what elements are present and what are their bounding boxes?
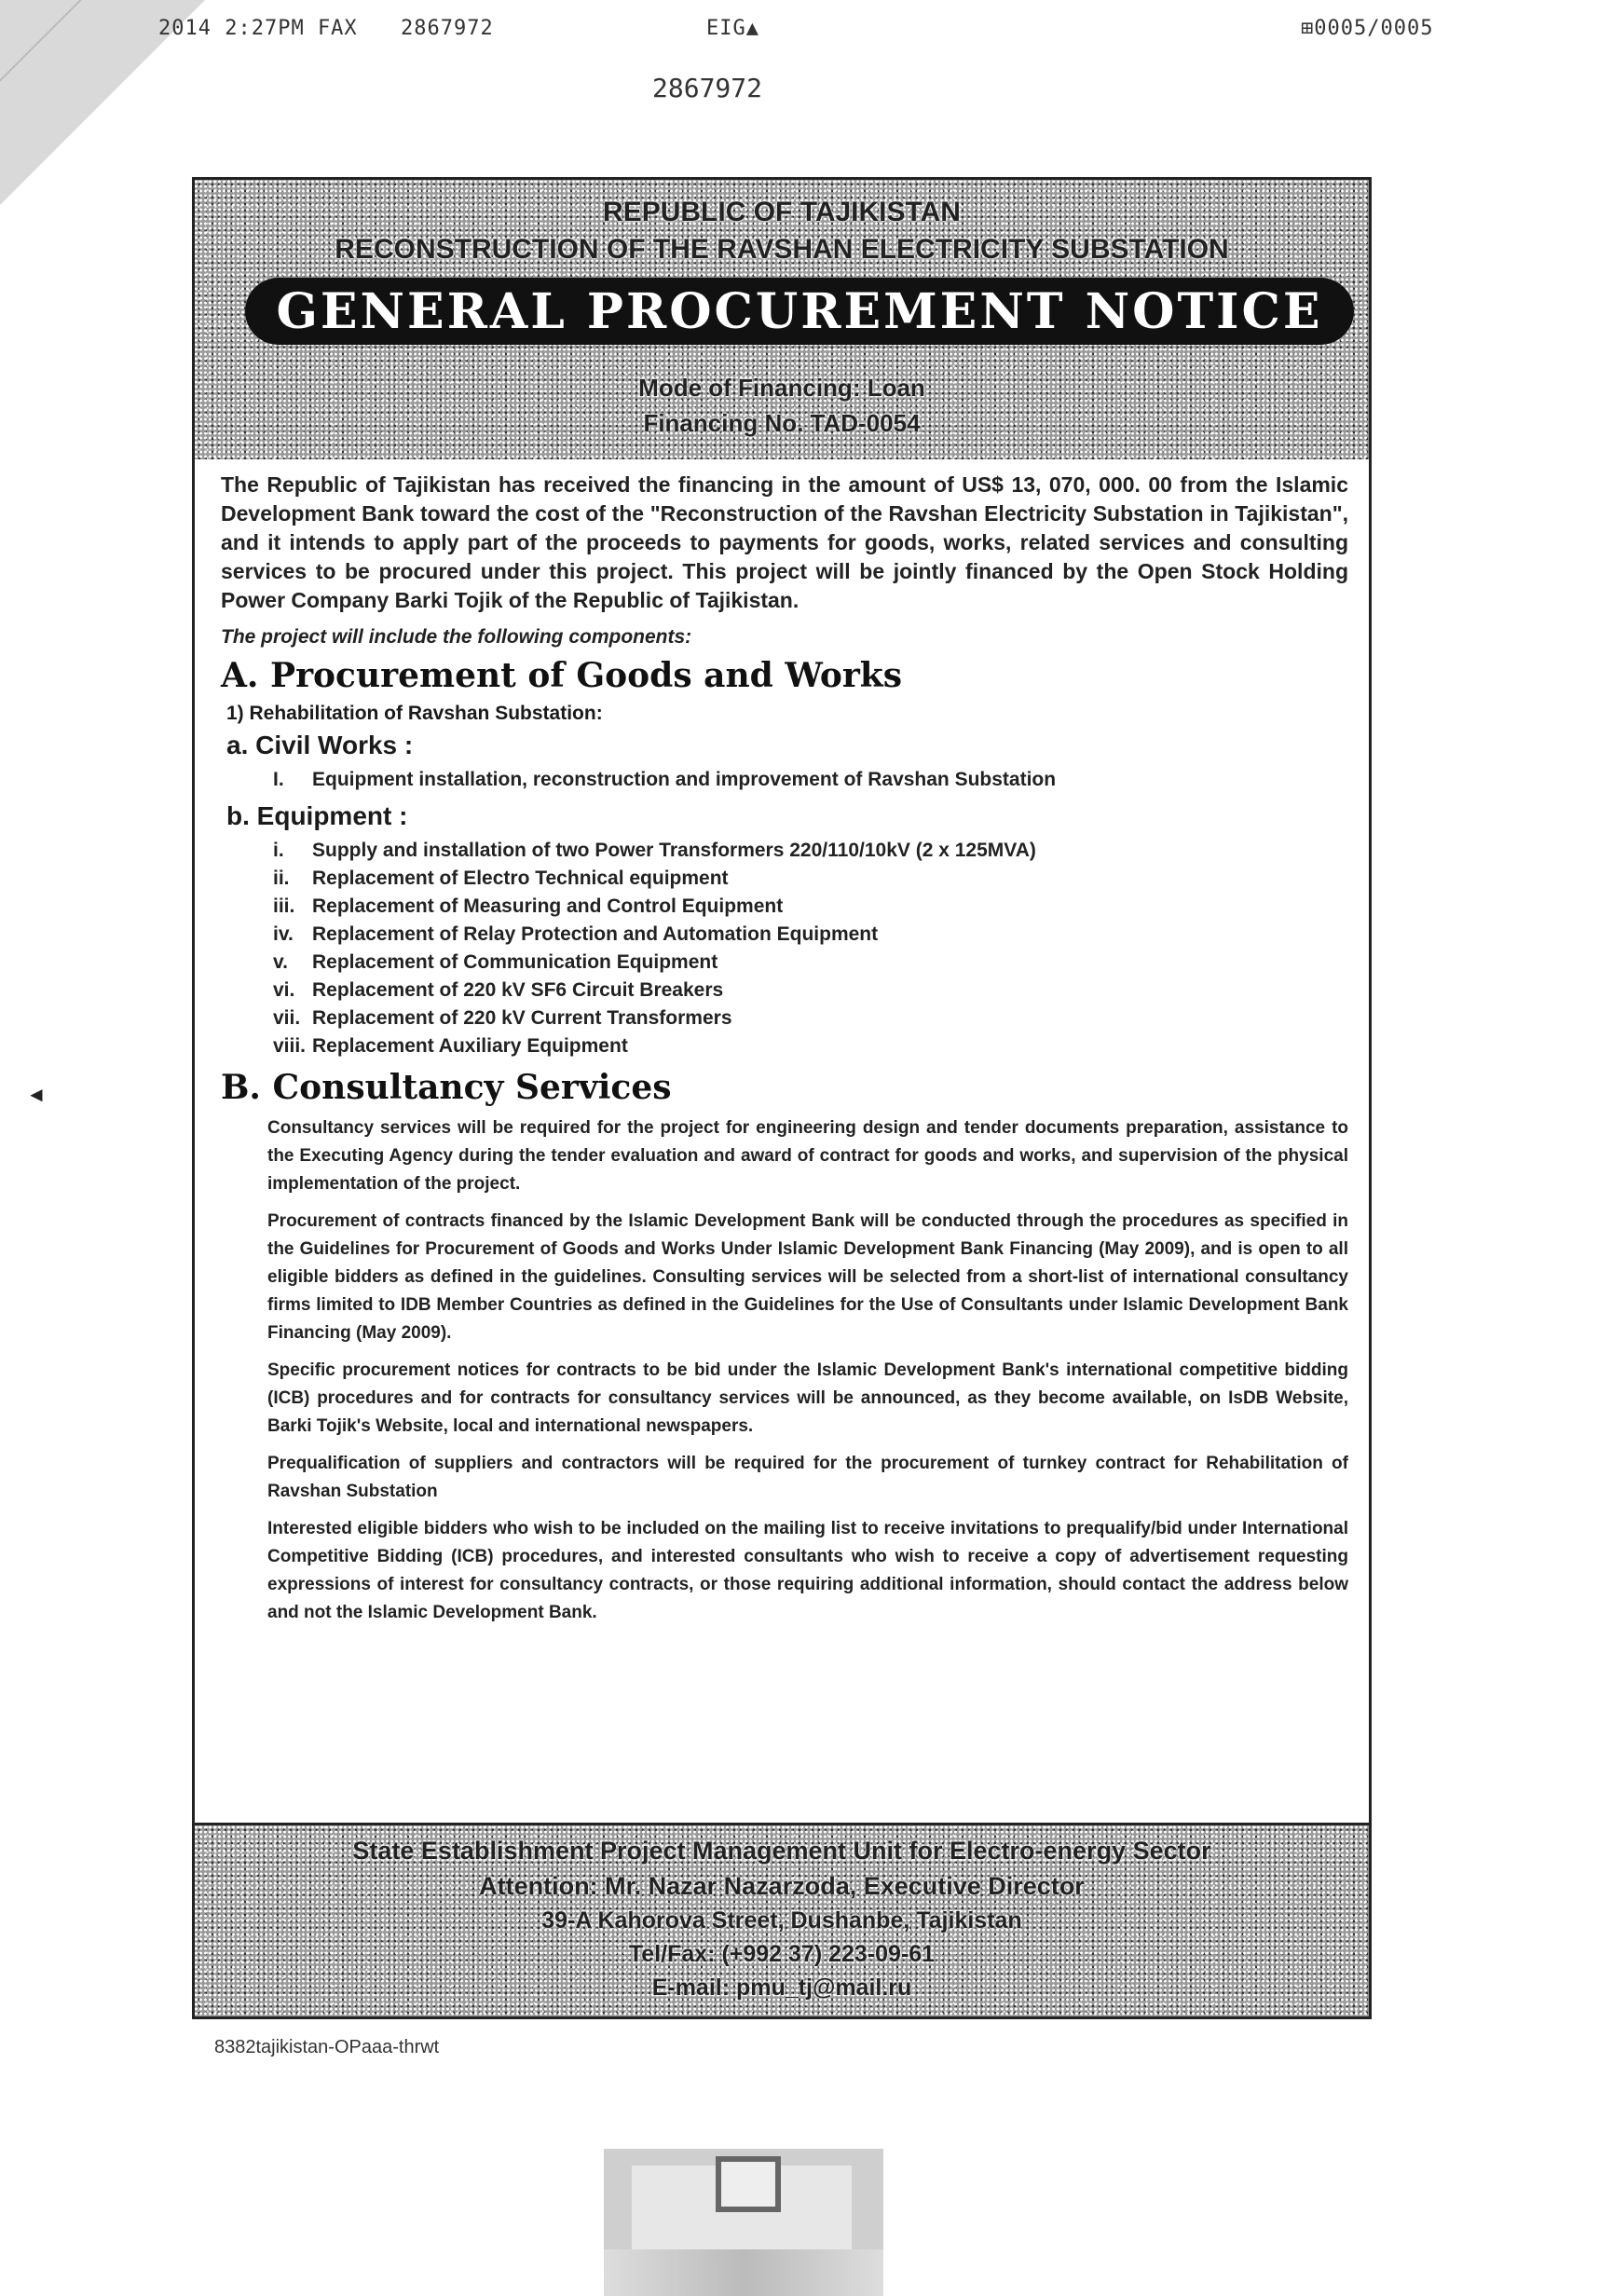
contact-email[interactable]: E-mail: pmu_tj@mail.ru [651,1975,912,2001]
title-banner [245,278,1354,345]
civil-works-title: a. Civil Works : [226,731,414,759]
prequalification-paragraph: Prequalification of suppliers and contractors will be required for the procurement of turnkey contract for Rehabilitation of Ravshan Substation [267,1454,1348,1501]
list-item: viii. Replacement Auxiliary Equipment [273,1035,628,1057]
thumbnail-bar [604,2249,883,2296]
fax-handwritten-number: 2867972 [652,73,763,103]
intro-paragraph: The Republic of Tajikistan has received the financing in the amount of US$ 13, 070, 000. 00 from the Islamic Development Bank toward the cost of the "Reconstruction of the Ravshan Electricity Substation in Tajikistan", and it intends to apply part of the proceeds to payments for goods, works, related services and consulting services to be procured under this project. This project will be jointly financed by the Open Stock Holding Power Company Barki Tojik of the Republic of Tajikistan. [221,472,1348,612]
equipment-list [273,837,1348,1060]
file-reference: 8382tajikistan-OPaaa-thrwt [214,2037,440,2057]
fax-datetime: 2014 2:27PM FAX [158,17,358,40]
list-item: I. Equipment installation, reconstruction and improvement of Ravshan Substation [273,769,1057,790]
notice-title: GENERAL PROCUREMENT NOTICE [276,282,1323,340]
financing-mode: Mode of Financing: Loan [638,374,925,402]
list-item: v. Replacement of Communication Equipment [273,951,718,973]
specific-notices-paragraph: Specific procurement notices for contracts to be bid under the Islamic Development Bank's international competitive bidding (ICB) procedures and for contracts for consultancy services will be announced, as they become available, on IsDB Website, Barki Tojik's Website, local and international newspapers. [267,1360,1348,1436]
procurement-notice [192,177,1372,2019]
image-icon [716,2156,781,2212]
procurement-paragraph: Procurement of contracts financed by the Islamic Development Bank will be conducted through the procedures as specified in the Guidelines for Procurement of Goods and Works Under Islamic Development Bank Financing (May 2009), and is open to all eligible bidders as defined in the guidelines. Consulting services will be selected from a short-list of international consultancy firms limited to IDB Member Countries as defined in the Guidelines for the Use of Consultants under Islamic Development Bank Financing (May 2009). [267,1211,1348,1343]
notice-body [221,471,1348,1636]
fax-number: 2867972 [401,17,494,40]
list-item: iv. Replacement of Relay Protection and Automation Equipment [273,923,879,945]
consultancy-paragraph: Consultancy services will be required for the project for engineering design and tender documents preparation, assistance to the Executing Agency during the tender evaluation and award of contract for goods and works, and supervision of the physical implementation of the project. [267,1118,1348,1194]
list-item: iii. Replacement of Measuring and Control Equipment [273,895,784,917]
list-item: ii. Replacement of Electro Technical equipment [273,868,729,889]
left-arrow-icon: ◄ [26,1083,47,1106]
contact-telfax: Tel/Fax: (+992 37) 223-09-61 [628,1941,936,1967]
scanner-thumbnail [604,2149,883,2296]
components-intro: The project will include the following components: [221,626,692,648]
contact-address: 39-A Kahorova Street, Dushanbe, Tajikistan [541,1907,1022,1934]
notice-header [195,180,1369,459]
fax-page-count: ⊞0005/0005 [1301,17,1434,40]
rehabilitation-title: 1) Rehabilitation of Ravshan Substation: [226,703,603,724]
contact-attention: Attention: Mr. Nazar Nazarzoda, Executive Director [479,1872,1085,1900]
equipment-title: b. Equipment : [226,801,408,830]
interested-bidders-paragraph: Interested eligible bidders who wish to be included on the mailing list to receive invitations to prequalify/bid under International Competitive Bidding (ICB) procedures, and interested consultants who wish to receive a copy of advertisement requesting expressions of interest for consultancy contracts, or those requiring additional information, should contact the address below and not the Islamic Development Bank. [267,1519,1348,1622]
financing-number: Financing No. TAD-0054 [643,409,921,437]
list-item: i. Supply and installation of two Power Transformers 220/110/10kV (2 x 125MVA) [273,840,1036,861]
section-b-title: B. Consultancy Services [221,1068,672,1107]
contact-agency: State Establishment Project Management Unit for Electro-energy Sector [352,1837,1211,1865]
list-item: vi. Replacement of 220 kV SF6 Circuit Breakers [273,979,724,1001]
section-a-title: A. Procurement of Goods and Works [221,656,903,695]
republic-heading: REPUBLIC OF TAJIKISTAN [603,197,961,227]
list-item: vii. Replacement of 220 kV Current Transformers [273,1007,732,1029]
civil-works-list [273,766,1348,794]
fax-sender: EIG▲ [706,17,759,40]
contact-footer [195,1823,1369,2016]
project-heading: RECONSTRUCTION OF THE RAVSHAN ELECTRICITY SUBSTATION [335,234,1229,265]
